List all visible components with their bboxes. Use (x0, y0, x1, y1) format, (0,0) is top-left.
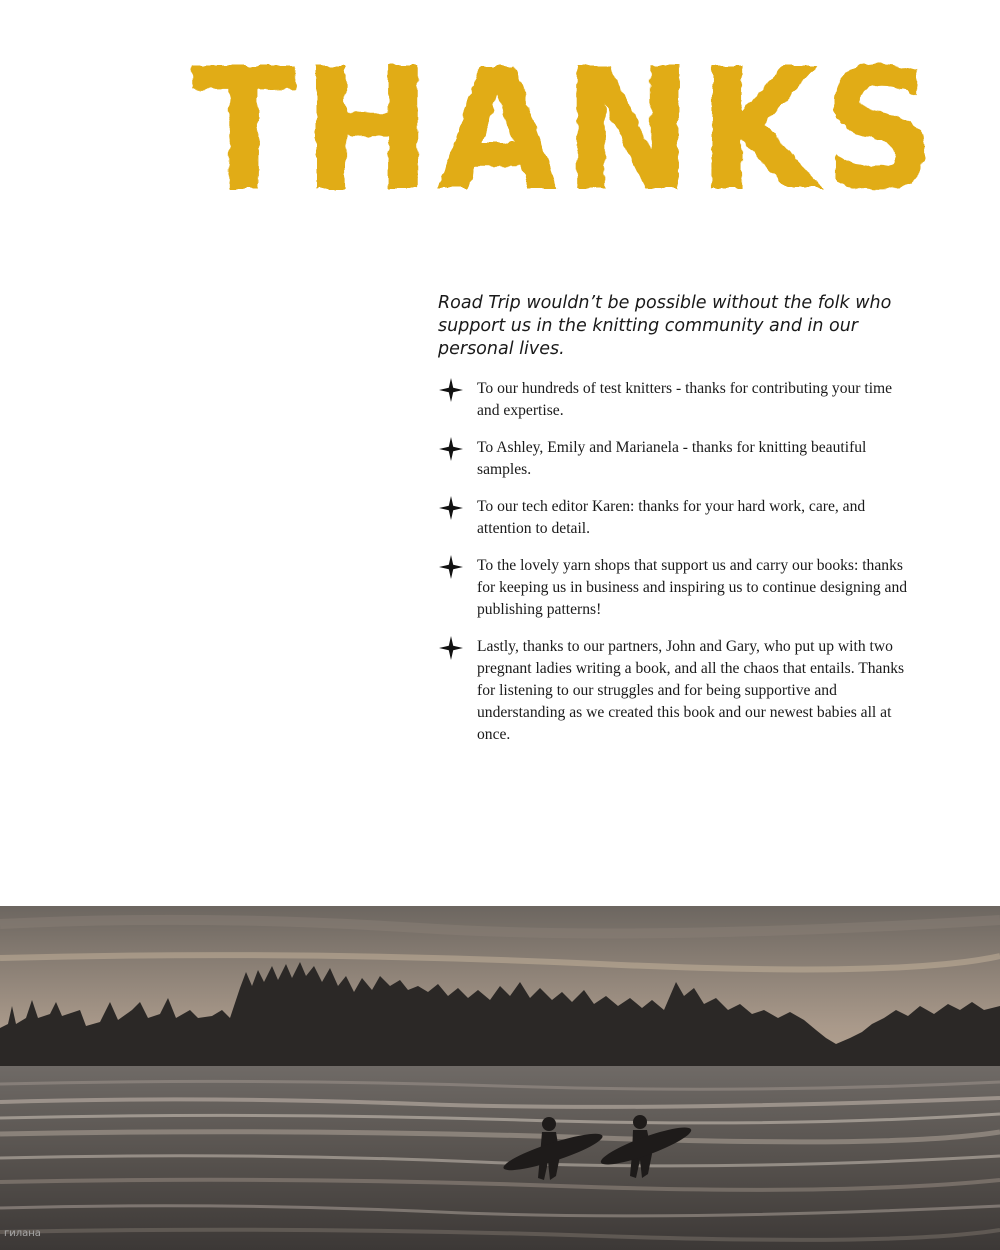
thanks-list (438, 378, 918, 746)
list-item-text: To the lovely yarn shops that support us and carry our books: thanks for keeping us in business and inspiring us to continue designing and publishing patterns! (477, 557, 908, 618)
list-item-text: To our hundreds of test knitters - thanks for contributing your time and expertise. (477, 380, 893, 419)
list-item-text: To our tech editor Karen: thanks for your hard work, care, and attention to detail. (477, 498, 866, 537)
list-item (438, 496, 918, 540)
list-item (438, 437, 918, 481)
four-point-star-icon (439, 636, 463, 660)
beach-surfers-photo (0, 906, 1000, 1250)
content-column (438, 292, 918, 761)
page-title (186, 50, 946, 200)
list-item-text: To Ashley, Emily and Marianela - thanks for knitting beautiful samples. (477, 439, 867, 478)
svg-text:THANKS: THANKS (191, 50, 941, 200)
list-item (438, 636, 918, 746)
four-point-star-icon (439, 378, 463, 402)
intro-text: Road Trip wouldn’t be possible without the folk who support us in the knitting community and in our personal lives. (438, 293, 892, 359)
four-point-star-icon (439, 437, 463, 461)
watermark: гилана (4, 1228, 41, 1239)
four-point-star-icon (439, 555, 463, 579)
list-item-text: Lastly, thanks to our partners, John and Gary, who put up with two pregnant ladies writing a book, and all the chaos that entails. Thanks for listening to our struggles and for being supportive and understanding as we created this book and our newest babies all at once. (477, 638, 905, 743)
list-item (438, 378, 918, 422)
list-item (438, 555, 918, 621)
four-point-star-icon (439, 496, 463, 520)
